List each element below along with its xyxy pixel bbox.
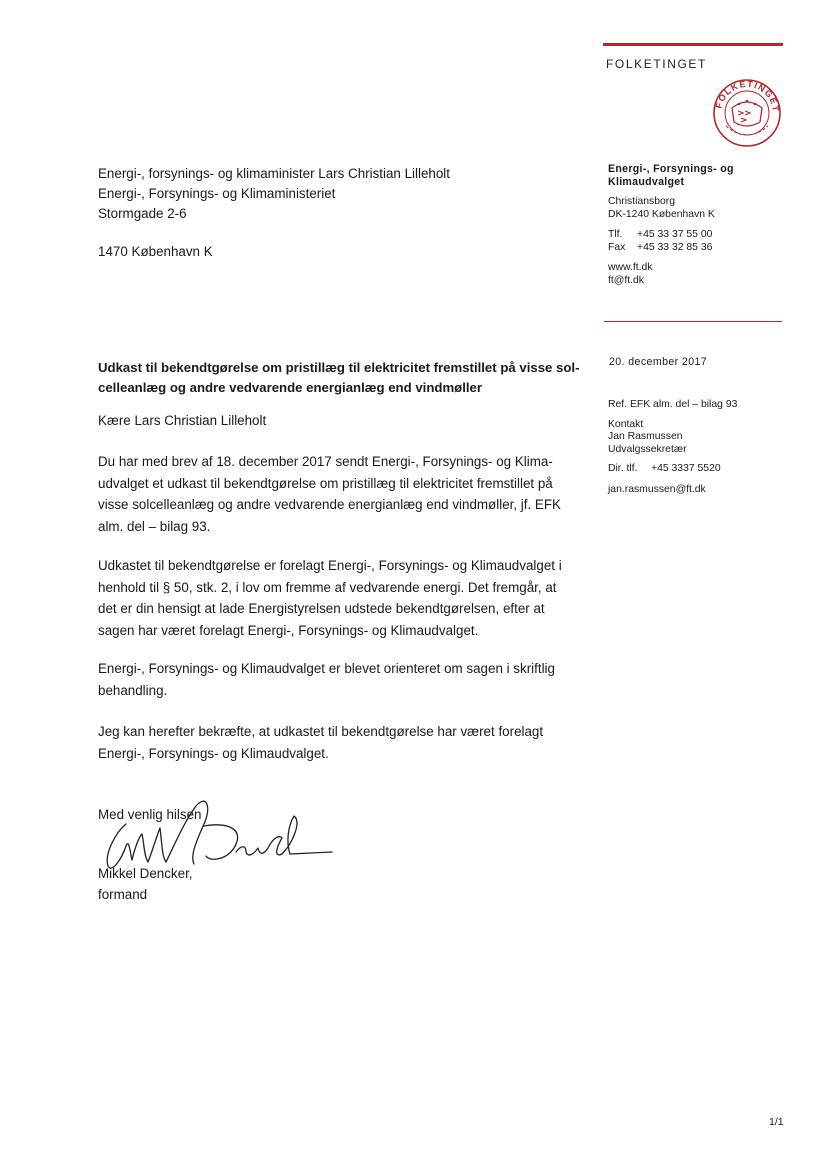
signer-name: Mikkel Dencker, [98,866,193,881]
reference-contact [608,399,737,497]
letter-date: 20. december 2017 [609,356,708,368]
paragraph [98,658,598,701]
paragraph [98,555,598,641]
phone-label: Tlf. [608,229,623,240]
contact-email-link[interactable]: jan.rasmussen@ft.dk [608,483,706,495]
recipient-city: 1470 København K [98,244,213,259]
contact-label: Kontakt [608,418,644,430]
paragraph-line: henhold til § 50, stk. 2, i lov om fremme af vedvarende energi. Det fremgår, at [98,579,557,595]
recipient-line: Stormgade 2-6 [98,206,187,221]
page-number: 1/1 [769,1116,784,1128]
brand-name: FOLKETINGET [606,57,707,71]
paragraph-line: Udkastet til bekendtgørelse er forelagt Energi-, Forsynings- og Klimaudvalget i [98,558,562,573]
signer-block [98,863,193,905]
subject-line: celleanlæg og andre vedvarende energianlæg end vindmøller [98,380,483,395]
recipient-line: Energi-, forsynings- og klimaminister Lars Christian Lilleholt [98,166,451,181]
email-link[interactable]: ft@ft.dk [608,274,644,286]
recipient-address [98,164,450,262]
direct-phone: +45 3337 5520 [651,463,721,475]
reference: Ref. EFK alm. del – bilag 93 [608,399,738,410]
paragraph [98,451,598,537]
subject-line: Udkast til bekendtgørelse om pristillæg til elektricitet fremstillet på visse sol- [98,360,580,375]
paragraph [98,721,598,764]
closing: Med venlig hilsen [98,807,202,822]
phone-number: +45 33 37 55 00 [637,229,713,240]
fax-number: +45 33 32 85 36 [637,241,713,253]
contact-name: Jan Rasmussen [608,431,683,443]
contact-role: Udvalgssekretær [608,443,687,455]
sender-info [608,163,768,287]
sidebar-rule [604,321,782,322]
svg-text:FOLKETINGET [713,79,781,113]
paragraph-line: behandling. [98,682,168,698]
salutation: Kære Lars Christian Lilleholt [98,413,267,428]
paragraph-line: alm. del – bilag 93. [98,518,211,534]
signer-title: formand [98,887,148,902]
recipient-line: Energi-, Forsynings- og Klimaministeriet [98,186,336,201]
paragraph-line: Energi-, Forsynings- og Klimaudvalget er blevet orienteret om sagen i skriftlig [98,661,555,676]
header-rule [603,43,783,46]
direct-phone-label: Dir. tlf. [608,463,638,475]
letter-subject [98,358,608,398]
paragraph-line: det er din hensigt at lade Energistyrelsen udstede bekendtgørelsen, efter at [98,601,545,617]
paragraph-line: Energi-, Forsynings- og Klimaudvalget. [98,745,329,761]
folketinget-seal-icon [712,78,782,148]
fax-label: Fax [608,241,626,253]
paragraph-line: Du har med brev af 18. december 2017 sendt Energi-, Forsynings- og Klima- [98,454,553,469]
paragraph-line: Jeg kan herefter bekræfte, at udkastet til bekendtgørelse har været forelagt [98,724,544,739]
committee-name: Energi-, Forsynings- og Klimaudvalget [608,163,734,188]
paragraph-line: visse solcelleanlæg og andre vedvarende energianlæg end vindmøller, jf. EFK [98,497,561,513]
paragraph-line: sagen har været forelagt Energi-, Forsynings- og Klimaudvalget. [98,622,479,638]
sender-address-line: DK-1240 København K [608,208,715,220]
paragraph-line: udvalget et udkast til bekendtgørelse om pristillæg til elektricitet fremstillet på [98,475,553,491]
sender-address-line: Christiansborg [608,196,675,207]
seal-text: FOLKETINGET [713,78,782,113]
website-link[interactable]: www.ft.dk [608,262,653,273]
